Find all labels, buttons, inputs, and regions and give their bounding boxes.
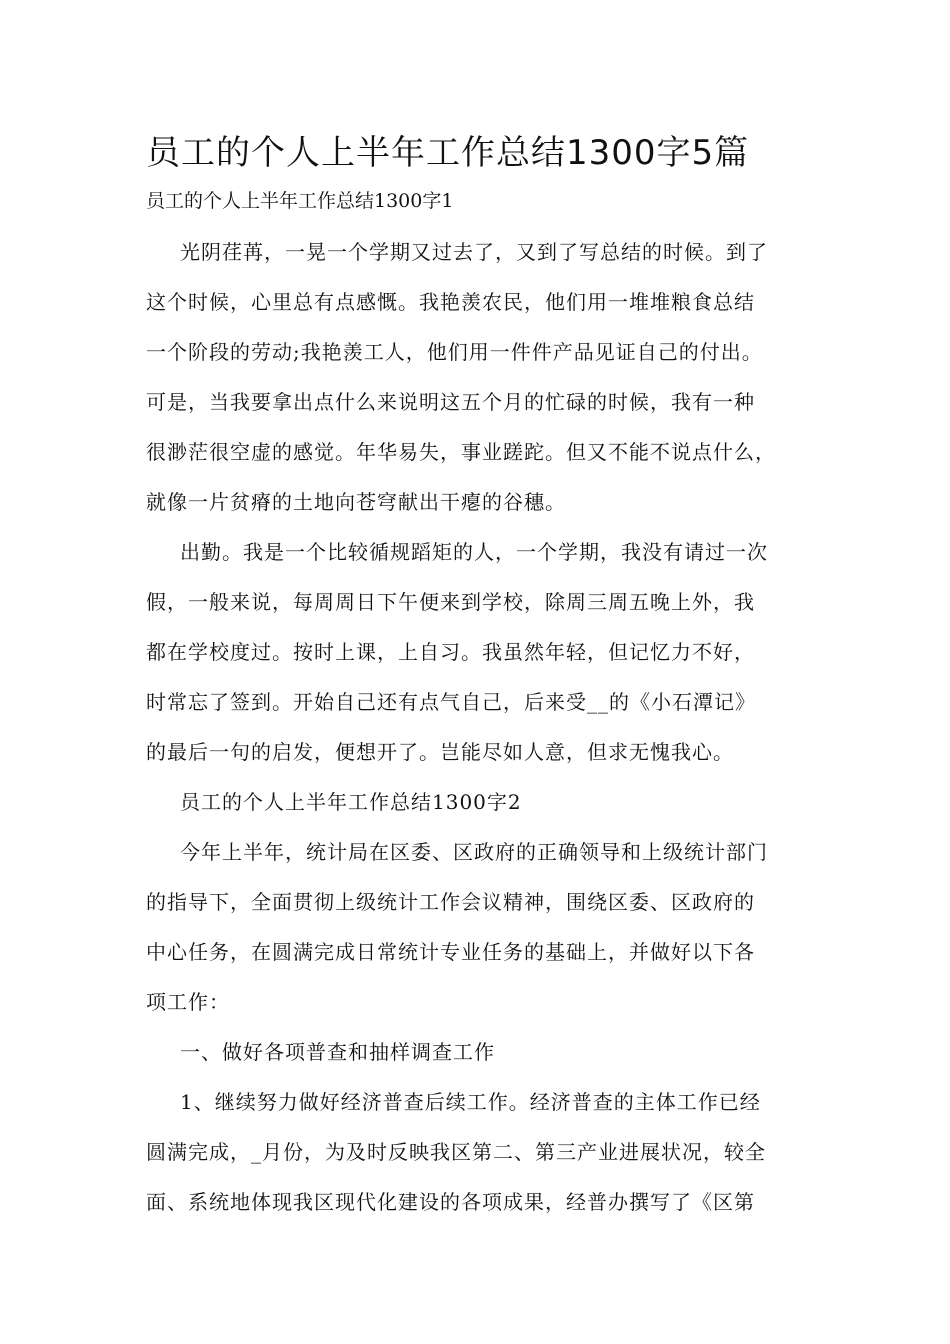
text-line: 今年上半年，统计局在区委、区政府的正确领导和上级统计部门 [180, 840, 768, 864]
text-line: 时常忘了签到。开始自己还有点气自己，后来受__的《小石潭记》 [146, 690, 756, 714]
text-line: 可是，当我要拿出点什么来说明这五个月的忙碌的时候，我有一种 [146, 390, 755, 414]
text-line: 的最后一句的启发，便想开了。岂能尽如人意，但求无愧我心。 [146, 740, 734, 764]
text-line: 一个阶段的劳动;我艳羡工人，他们用一件件产品见证自己的付出。 [146, 340, 763, 364]
document-title: 员工的个人上半年工作总结1300字5篇 [146, 133, 750, 173]
text-line: 员工的个人上半年工作总结1300字2 [180, 790, 522, 814]
text-line: 这个时候，心里总有点感慨。我艳羡农民，他们用一堆堆粮食总结 [146, 290, 755, 314]
text-line: 项工作： [146, 990, 230, 1014]
text-line: 出勤。我是一个比较循规蹈矩的人，一个学期，我没有请过一次 [180, 540, 768, 564]
section-heading: 员工的个人上半年工作总结1300字1 [146, 190, 454, 212]
text-line: 都在学校度过。按时上课，上自习。我虽然年轻，但记忆力不好， [146, 640, 755, 664]
text-line: 面、系统地体现我区现代化建设的各项成果，经普办撰写了《区第 [146, 1190, 755, 1214]
text-line: 一、做好各项普查和抽样调查工作 [180, 1040, 495, 1064]
text-line: 1、继续努力做好经济普查后续工作。经济普查的主体工作已经 [180, 1090, 761, 1114]
text-line: 很渺茫很空虚的感觉。年华易失，事业蹉跎。但又不能不说点什么， [146, 440, 776, 464]
text-line: 就像一片贫瘠的土地向苍穹献出干瘪的谷穗。 [146, 490, 566, 514]
text-line: 的指导下，全面贯彻上级统计工作会议精神，围绕区委、区政府的 [146, 890, 755, 914]
document-body [146, 227, 816, 1227]
text-line: 假，一般来说，每周周日下午便来到学校，除周三周五晚上外，我 [146, 590, 755, 614]
text-line: 光阴荏苒，一晃一个学期又过去了，又到了写总结的时候。到了 [180, 240, 768, 264]
text-line: 圆满完成，_月份，为及时反映我区第二、第三产业进展状况，较全 [146, 1140, 766, 1164]
text-line: 中心任务，在圆满完成日常统计专业任务的基础上，并做好以下各 [146, 940, 755, 964]
